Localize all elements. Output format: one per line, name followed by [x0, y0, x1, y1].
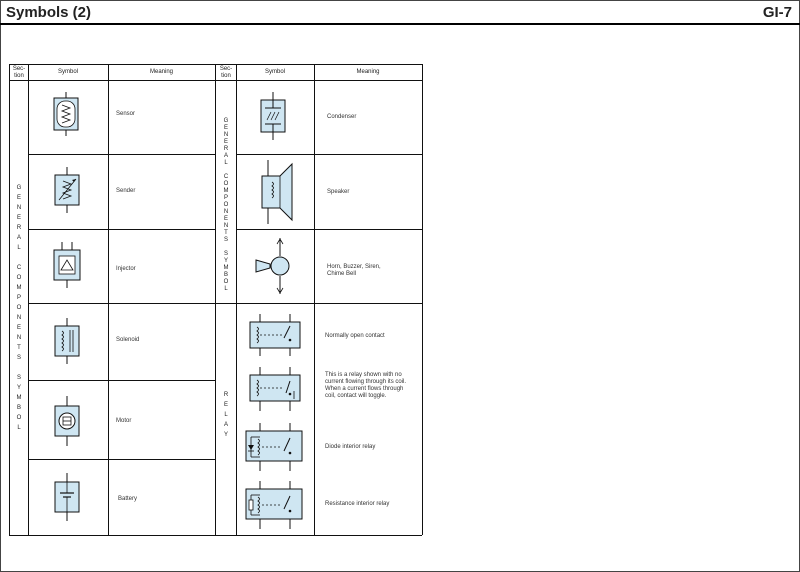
battery-symbol-icon: [50, 473, 84, 521]
section-letter: L: [17, 425, 21, 431]
section-letter: N: [16, 335, 22, 341]
meaning-sender: Sender: [116, 188, 136, 194]
section-header-right: Sec- tion: [219, 66, 233, 79]
section-letter: A: [223, 153, 228, 159]
section-letter: L: [17, 245, 21, 251]
section-letter: E: [16, 195, 21, 201]
section-letter: G: [16, 185, 22, 191]
meaning-diode-relay: Diode interior relay: [325, 444, 376, 450]
section-letter: [219, 244, 233, 251]
section-letter: E: [16, 325, 21, 331]
section-letter: E: [223, 139, 228, 145]
section-letter: L: [224, 160, 228, 166]
relay-normally-open-icon: [246, 314, 304, 356]
section-letter: C: [223, 174, 229, 180]
section-letter: O: [16, 275, 22, 281]
solenoid-symbol-icon: [50, 318, 84, 364]
section-letter: N: [223, 132, 229, 138]
col-divider: [28, 64, 29, 535]
symbol-header-right: Symbol: [264, 69, 285, 75]
section-letter: P: [223, 195, 228, 201]
section-letter: Y: [223, 432, 228, 438]
row-divider: [236, 229, 422, 230]
section-label-general-components-right: [219, 118, 233, 293]
col-divider: [108, 64, 109, 535]
section-letter: G: [223, 118, 229, 124]
section-letter: P: [16, 295, 21, 301]
meaning-header-right: Meaning: [356, 69, 380, 75]
diode-interior-relay-icon: [244, 423, 304, 471]
meaning-battery: Battery: [118, 496, 138, 502]
section-letter: [12, 253, 26, 263]
sensor-symbol-icon: [48, 92, 84, 136]
section-letter: O: [223, 202, 229, 208]
meaning-solenoid: Solenoid: [116, 337, 140, 343]
resistance-interior-relay-icon: [244, 481, 304, 529]
meaning-sensor: Sensor: [116, 111, 136, 117]
row-divider: [28, 459, 215, 460]
table-left-border: [9, 64, 10, 535]
meaning-injector: Injector: [116, 266, 136, 272]
section-letter: Y: [223, 258, 228, 264]
section-letter: Y: [16, 385, 21, 391]
section-letter: B: [223, 272, 228, 278]
injector-symbol-icon: [50, 242, 84, 288]
header-row-border: [9, 80, 422, 81]
meaning-header-left: Meaning: [149, 69, 173, 75]
section-letter: N: [223, 223, 229, 229]
col-divider: [215, 64, 216, 535]
section-header-left: Sec- tion: [12, 66, 26, 79]
section-letter: [12, 363, 26, 373]
section-letter: R: [16, 225, 22, 231]
row-divider: [28, 303, 215, 304]
row-divider: [28, 154, 215, 155]
section-letter: T: [224, 230, 228, 236]
header-rule: [0, 23, 800, 25]
horn-symbol-icon: [254, 238, 292, 294]
section-letter: L: [224, 286, 228, 292]
section-letter: S: [223, 251, 228, 257]
section-letter: O: [223, 181, 229, 187]
condenser-symbol-icon: [257, 92, 289, 140]
page-code: GI-7: [762, 4, 792, 21]
motor-symbol-icon: [50, 396, 84, 446]
section-letter: O: [16, 305, 22, 311]
meaning-horn: Horn, Buzzer, Siren, Chime Bell: [327, 264, 381, 277]
meaning-motor: Motor: [116, 418, 132, 424]
row-divider: [28, 229, 215, 230]
row-divider: [215, 303, 422, 304]
row-divider: [236, 154, 422, 155]
section-letter: S: [16, 355, 21, 361]
section-letter: E: [223, 216, 228, 222]
section-letter: L: [224, 412, 228, 418]
section-letter: C: [16, 265, 22, 271]
section-letter: E: [16, 215, 21, 221]
section-letter: M: [223, 265, 229, 271]
section-letter: E: [223, 402, 228, 408]
section-letter: M: [223, 188, 229, 194]
section-letter: [219, 167, 233, 174]
section-letter: R: [223, 146, 229, 152]
speaker-symbol-icon: [258, 160, 298, 224]
section-letter: A: [16, 235, 21, 241]
section-letter: N: [16, 315, 22, 321]
section-letter: E: [223, 125, 228, 131]
section-letter: R: [223, 392, 229, 398]
meaning-speaker: Speaker: [327, 189, 350, 195]
meaning-normally-open: Normally open contact: [325, 333, 385, 339]
meaning-resistance-relay: Resistance interior relay: [325, 501, 390, 507]
symbol-header-left: Symbol: [57, 69, 78, 75]
col-divider: [236, 64, 237, 535]
section-letter: S: [223, 237, 228, 243]
col-divider: [314, 64, 315, 535]
relay-normally-closed-icon: [246, 367, 304, 411]
table-bottom-border: [9, 535, 422, 536]
section-letter: M: [16, 285, 22, 291]
section-letter: T: [17, 345, 21, 351]
section-letter: N: [16, 205, 22, 211]
section-letter: O: [16, 415, 22, 421]
section-letter: O: [223, 279, 229, 285]
row-divider: [28, 380, 215, 381]
section-label-relay: [219, 390, 233, 440]
meaning-condenser: Condenser: [327, 114, 357, 120]
section-letter: M: [16, 395, 22, 401]
section-letter: N: [223, 209, 229, 215]
sender-symbol-icon: [50, 167, 84, 213]
meaning-relay-toggle: This is a relay shown with no current flowing through its coil. When a current flows through coil, contact will toggle.: [325, 372, 407, 399]
section-letter: B: [16, 405, 21, 411]
section-letter: S: [16, 375, 21, 381]
table-right-border: [422, 64, 423, 535]
section-letter: A: [223, 422, 228, 428]
page-title: Symbols (2): [6, 4, 92, 21]
section-label-general-components-left: [12, 183, 26, 433]
